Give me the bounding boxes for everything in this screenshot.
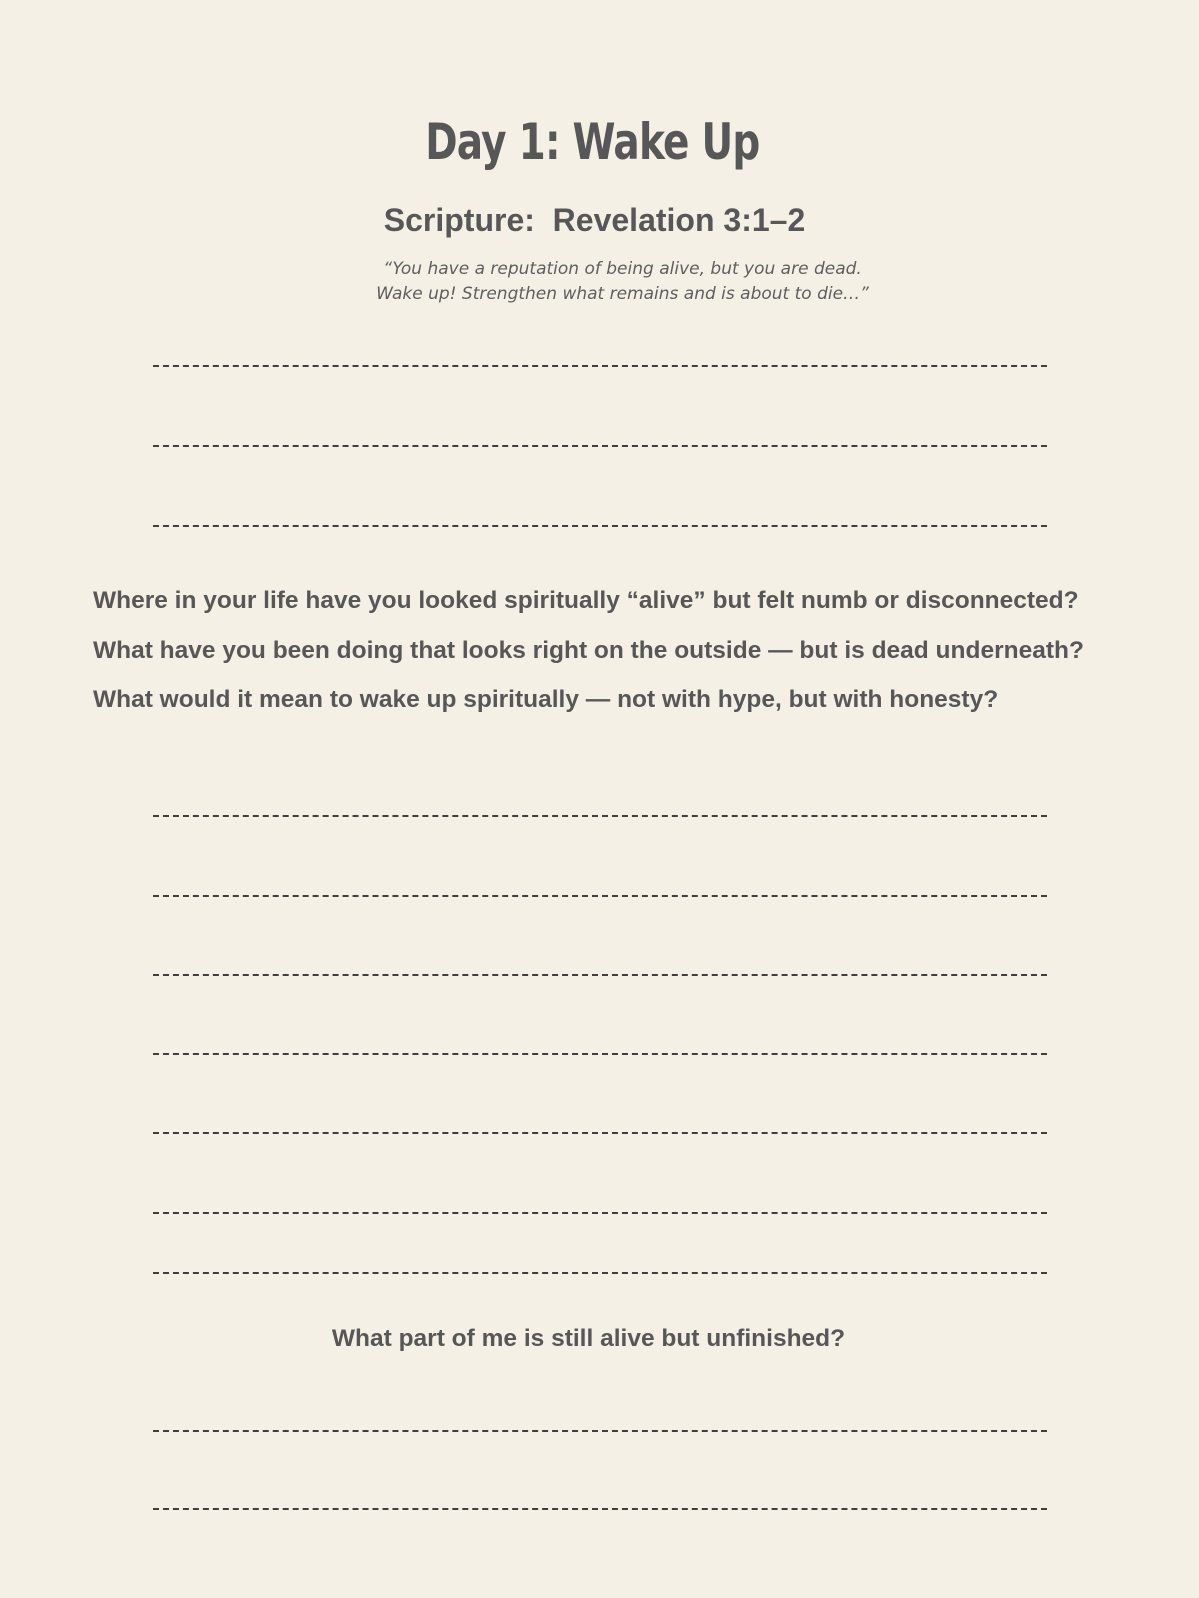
reflection-question: What would it mean to wake up spiritually — not with hype, but with honesty? — [93, 686, 999, 713]
reflection-question: What have you been doing that looks right on the outside — but is dead underneath? — [93, 636, 1084, 664]
scripture-reference: Scripture: Revelation 3:1–2 — [383, 202, 806, 238]
writing-line — [153, 1430, 1047, 1432]
writing-line — [153, 1053, 1047, 1055]
verse-line: Wake up! Strengthen what remains and is about to die…” — [376, 284, 869, 304]
writing-line — [153, 445, 1047, 447]
writing-line — [153, 1508, 1047, 1510]
writing-line — [153, 815, 1047, 817]
writing-line — [153, 525, 1047, 527]
reflection-questions — [93, 576, 1193, 725]
writing-line — [153, 974, 1047, 976]
scripture-verse — [0, 257, 1199, 307]
verse-line: “You have a reputation of being alive, but you are dead. — [383, 259, 862, 279]
reflection-question: Where in your life have you looked spiritually “alive” but felt numb or disconnected? — [93, 587, 1079, 614]
page-title: Day 1: Wake Up — [425, 113, 760, 171]
closing-prompt: What part of me is still alive but unfinished? — [331, 1325, 846, 1352]
writing-line — [153, 895, 1047, 897]
writing-line — [153, 1132, 1047, 1134]
writing-line — [153, 1272, 1047, 1274]
writing-line — [153, 365, 1047, 367]
writing-line — [153, 1212, 1047, 1214]
